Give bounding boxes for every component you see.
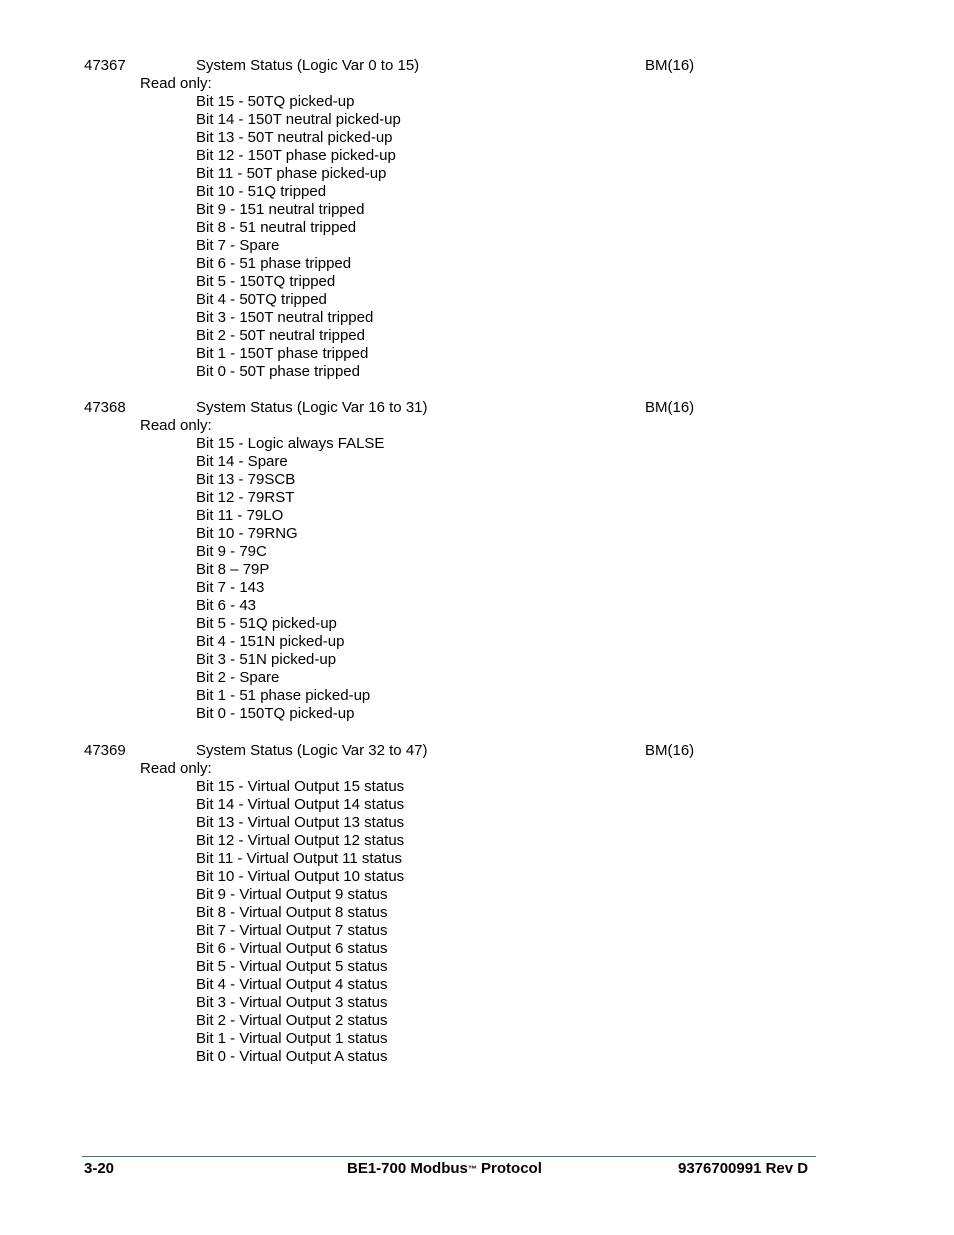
bit-item: Bit 5 - 51Q picked-up <box>196 615 337 632</box>
bit-item: Bit 10 - Virtual Output 10 status <box>196 868 405 885</box>
bit-item: Bit 13 - 79SCB <box>196 471 296 488</box>
footer-doc-number: 9376700991 Rev D <box>678 1160 809 1177</box>
bit-item: Bit 1 - 51 phase picked-up <box>196 687 371 704</box>
register-access: Read only: <box>140 417 212 434</box>
register-address: 47369 <box>84 742 126 759</box>
register-type: BM(16) <box>645 57 695 74</box>
bit-item: Bit 3 - 51N picked-up <box>196 651 337 668</box>
bit-item: Bit 3 - 150T neutral tripped <box>196 309 374 326</box>
register-type: BM(16) <box>645 742 695 759</box>
bit-item: Bit 6 - 43 <box>196 597 257 614</box>
bit-item: Bit 13 - Virtual Output 13 status <box>196 814 405 831</box>
bit-item: Bit 4 - 151N picked-up <box>196 633 345 650</box>
bit-item: Bit 10 - 79RNG <box>196 525 298 542</box>
bit-item: Bit 11 - Virtual Output 11 status <box>196 850 402 867</box>
bit-item: Bit 9 - Virtual Output 9 status <box>196 886 388 903</box>
bit-item: Bit 15 - Virtual Output 15 status <box>196 778 405 795</box>
register-header <box>0 399 954 417</box>
bit-item: Bit 0 - 150TQ picked-up <box>196 705 355 722</box>
bit-item: Bit 2 - 50T neutral tripped <box>196 327 365 344</box>
footer-title-main: BE1-700 Modbus <box>347 1160 468 1177</box>
bit-item: Bit 2 - Virtual Output 2 status <box>196 1012 388 1029</box>
register-address: 47367 <box>84 57 126 74</box>
register-47368 <box>0 399 954 722</box>
bit-item: Bit 11 - 79LO <box>196 507 284 524</box>
register-description: System Status (Logic Var 32 to 47) <box>196 742 428 759</box>
bit-item: Bit 3 - Virtual Output 3 status <box>196 994 388 1011</box>
bit-item: Bit 6 - 51 phase tripped <box>196 255 352 272</box>
bit-item: Bit 4 - Virtual Output 4 status <box>196 976 388 993</box>
bit-item: Bit 13 - 50T neutral picked-up <box>196 129 393 146</box>
bit-item: Bit 14 - 150T neutral picked-up <box>196 111 401 128</box>
footer-title-rest: Protocol <box>476 1160 542 1177</box>
register-header <box>0 742 954 760</box>
bit-item: Bit 6 - Virtual Output 6 status <box>196 940 388 957</box>
register-address: 47368 <box>84 399 126 416</box>
bit-item: Bit 11 - 50T phase picked-up <box>196 165 387 182</box>
bit-item: Bit 5 - 150TQ tripped <box>196 273 336 290</box>
footer-page-number: 3-20 <box>84 1160 115 1177</box>
bit-item: Bit 0 - 50T phase tripped <box>196 363 360 380</box>
bit-item: Bit 9 - 79C <box>196 543 267 560</box>
register-47369 <box>0 742 954 1065</box>
trademark-symbol: ™ <box>467 1164 477 1174</box>
bit-item: Bit 12 - 79RST <box>196 489 295 506</box>
register-47367 <box>0 57 954 380</box>
bit-item: Bit 8 - Virtual Output 8 status <box>196 904 388 921</box>
bit-item: Bit 12 - Virtual Output 12 status <box>196 832 405 849</box>
bit-item: Bit 2 - Spare <box>196 669 280 686</box>
bit-list <box>196 435 384 723</box>
bit-item: Bit 0 - Virtual Output A status <box>196 1048 388 1065</box>
bit-item: Bit 8 - 51 neutral tripped <box>196 219 357 236</box>
bit-item: Bit 12 - 150T phase picked-up <box>196 147 396 164</box>
bit-item: Bit 4 - 50TQ tripped <box>196 291 327 308</box>
footer-divider <box>82 1156 816 1157</box>
bit-item: Bit 7 - Spare <box>196 237 280 254</box>
bit-item: Bit 1 - Virtual Output 1 status <box>196 1030 388 1047</box>
bit-item: Bit 14 - Spare <box>196 453 288 470</box>
footer-title <box>347 1160 542 1177</box>
bit-item: Bit 9 - 151 neutral tripped <box>196 201 365 218</box>
register-type: BM(16) <box>645 399 695 416</box>
bit-item: Bit 8 – 79P <box>196 561 270 578</box>
bit-item: Bit 1 - 150T phase tripped <box>196 345 369 362</box>
bit-item: Bit 7 - 143 <box>196 579 265 596</box>
bit-item: Bit 14 - Virtual Output 14 status <box>196 796 405 813</box>
bit-item: Bit 7 - Virtual Output 7 status <box>196 922 388 939</box>
bit-item: Bit 10 - 51Q tripped <box>196 183 327 200</box>
bit-item: Bit 15 - 50TQ picked-up <box>196 93 355 110</box>
bit-list <box>196 778 404 1066</box>
register-access: Read only: <box>140 75 212 92</box>
register-access: Read only: <box>140 760 212 777</box>
register-description: System Status (Logic Var 0 to 15) <box>196 57 420 74</box>
bit-item: Bit 15 - Logic always FALSE <box>196 435 385 452</box>
register-description: System Status (Logic Var 16 to 31) <box>196 399 428 416</box>
bit-list <box>196 93 401 381</box>
register-header <box>0 57 954 75</box>
bit-item: Bit 5 - Virtual Output 5 status <box>196 958 388 975</box>
